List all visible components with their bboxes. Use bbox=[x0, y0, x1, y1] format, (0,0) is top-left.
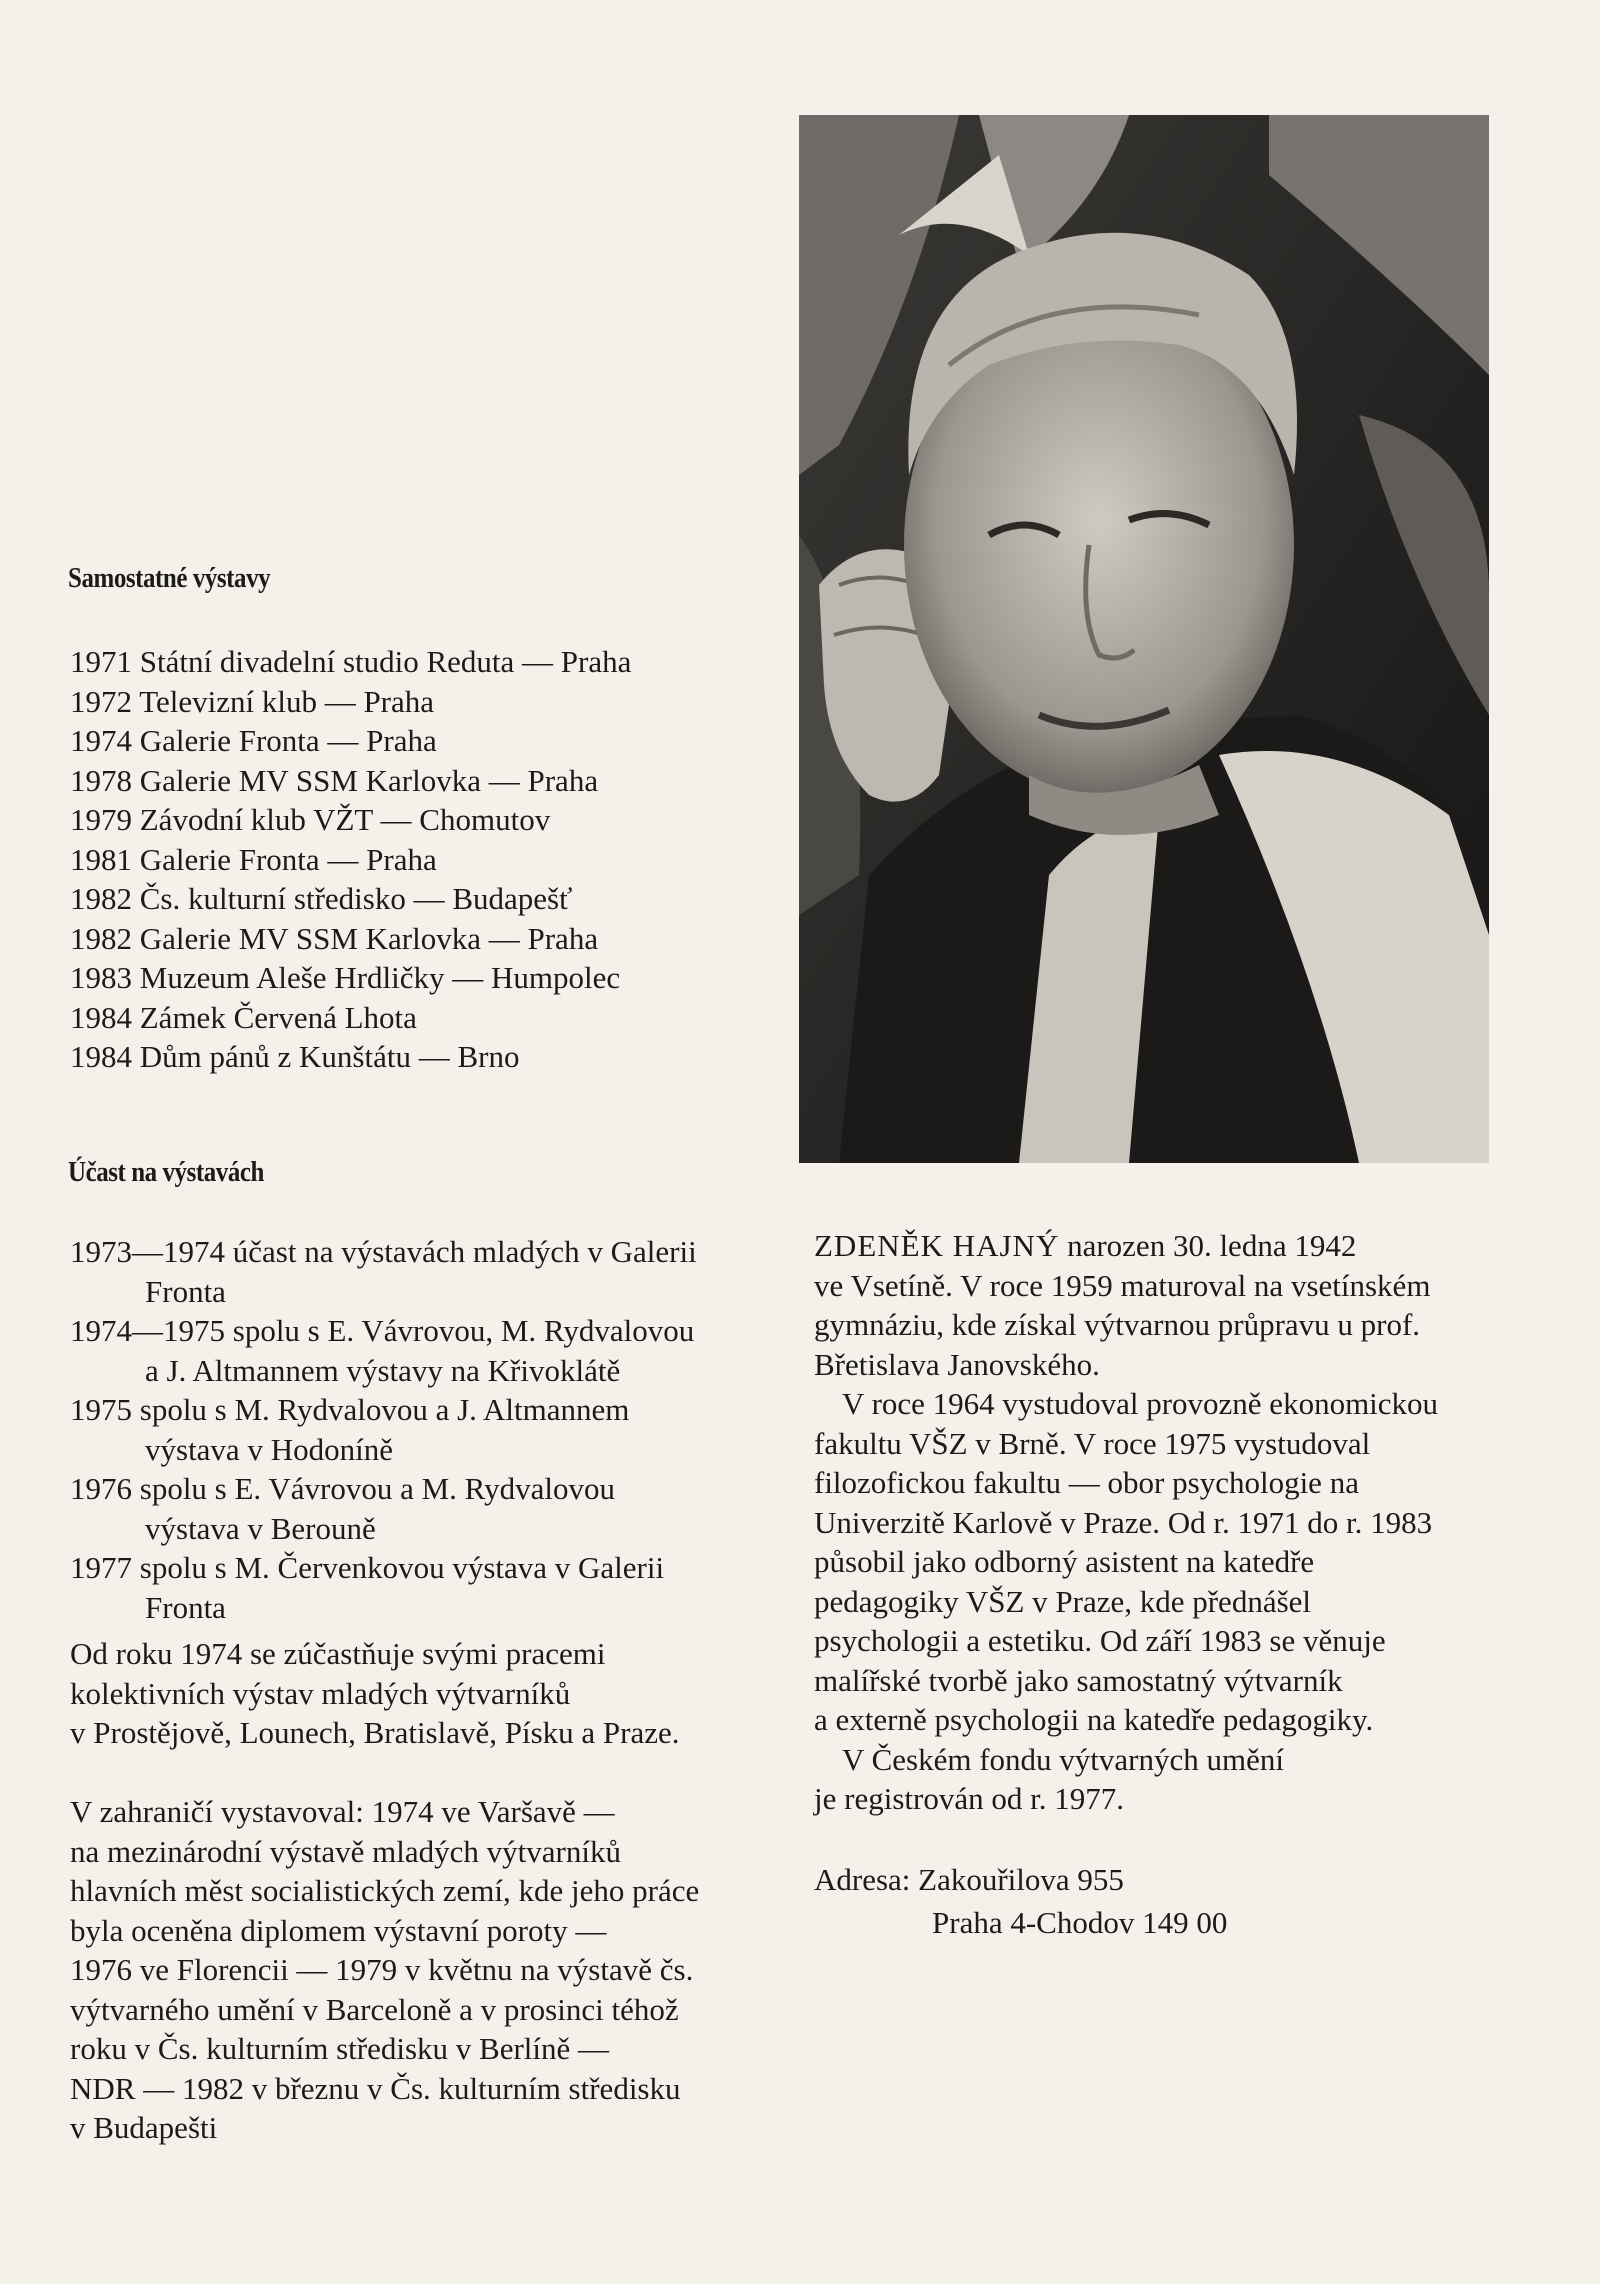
text-line: fakultu VŠZ v Brně. V roce 1975 vystudoval bbox=[814, 1425, 1371, 1461]
list-item: 1982 Galerie MV SSM Karlovka — Praha bbox=[70, 920, 599, 956]
entry-line: 1976 spolu s E. Vávrovou a M. Rydvalovou bbox=[70, 1471, 615, 1506]
text-line: výtvarného umění v Barceloně a v prosinci téhož bbox=[70, 1991, 679, 2027]
abroad-exhibitions-paragraph bbox=[70, 1792, 699, 2148]
group-exhibitions-list bbox=[70, 1232, 697, 1627]
text-line: byla oceněna diplomem výstavní poroty — bbox=[70, 1912, 607, 1948]
list-item bbox=[70, 1311, 697, 1390]
text-line: kolektivních výstav mladých výtvarníků bbox=[70, 1675, 571, 1711]
address-city: Praha 4-Chodov 149 00 bbox=[932, 1905, 1228, 1940]
entry-line: 1975 spolu s M. Rydvalovou a J. Altmannem bbox=[70, 1392, 630, 1427]
bio-paragraph bbox=[814, 1740, 1474, 1819]
bio-paragraph bbox=[814, 1384, 1474, 1740]
text-line: NDR — 1982 v březnu v Čs. kulturním středisku bbox=[70, 2070, 681, 2106]
text-line: v Prostějově, Lounech, Bratislavě, Písku a Praze. bbox=[70, 1715, 680, 1750]
list-item bbox=[70, 1232, 697, 1311]
text-line: filozofickou fakultu — obor psychologie na bbox=[814, 1465, 1359, 1500]
text-line: gymnáziu, kde získal výtvarnou průpravu u prof. bbox=[814, 1307, 1421, 1342]
artist-portrait-photo bbox=[799, 115, 1489, 1163]
text-line: hlavních měst socialistických zemí, kde jeho práce bbox=[70, 1873, 700, 1908]
bio-paragraph bbox=[814, 1226, 1474, 1384]
entry-continuation: výstava v Hodoníně bbox=[145, 1431, 393, 1467]
list-item: 1981 Galerie Fronta — Praha bbox=[70, 841, 437, 877]
portrait-illustration bbox=[799, 115, 1489, 1163]
entry-continuation: Fronta bbox=[145, 1589, 226, 1625]
text-line: Od roku 1974 se zúčastňuje svými pracemi bbox=[70, 1636, 606, 1671]
text-line: pedagogiky VŠZ v Praze, kde přednášel bbox=[814, 1583, 1312, 1619]
text-line: působil jako odborný asistent na katedře bbox=[814, 1544, 1315, 1579]
entry-continuation: Fronta bbox=[145, 1273, 226, 1309]
list-item: 1978 Galerie MV SSM Karlovka — Praha bbox=[70, 762, 599, 798]
text-line: v Budapešti bbox=[70, 2110, 218, 2145]
text-line: psychologii a estetiku. Od září 1983 se věnuje bbox=[814, 1623, 1386, 1658]
list-item: 1984 Dům pánů z Kunštátu — Brno bbox=[70, 1039, 520, 1074]
list-item bbox=[70, 1390, 697, 1469]
text-line: V Českém fondu výtvarných umění bbox=[842, 1741, 1284, 1777]
entry-continuation: a J. Altmannem výstavy na Křivoklátě bbox=[145, 1352, 621, 1388]
list-item: 1984 Zámek Červená Lhota bbox=[70, 999, 417, 1035]
solo-exhibitions-list bbox=[70, 642, 631, 1077]
list-item: 1972 Televizní klub — Praha bbox=[70, 683, 435, 719]
text-line: a externě psychologii na katedře pedagogiky. bbox=[814, 1702, 1374, 1737]
text-line: na mezinárodní výstavě mladých výtvarníků bbox=[70, 1833, 621, 1869]
address-label: Adresa: bbox=[814, 1862, 911, 1897]
entry-line: 1974—1975 spolu s E. Vávrovou, M. Rydvalovou bbox=[70, 1313, 695, 1348]
text-line: roku v Čs. kulturním středisku v Berlíně — bbox=[70, 2031, 610, 2066]
text-line: Univerzitě Karlově v Praze. Od r. 1971 do r. 1983 bbox=[814, 1504, 1433, 1540]
address-block bbox=[814, 1858, 1227, 1944]
list-item: 1979 Závodní klub VŽT — Chomutov bbox=[70, 802, 551, 837]
address-line bbox=[814, 1858, 1227, 1901]
text-line: ve Vsetíně. V roce 1959 maturoval na vsetínském bbox=[814, 1267, 1431, 1303]
text-line: je registrován od r. 1977. bbox=[814, 1781, 1124, 1816]
text-line: Břetislava Janovského. bbox=[814, 1346, 1100, 1382]
list-item: 1982 Čs. kulturní středisko — Budapešť bbox=[70, 881, 573, 916]
birth-info: narozen 30. ledna 1942 bbox=[1059, 1228, 1357, 1263]
text-line: V roce 1964 vystudoval provozně ekonomickou bbox=[842, 1386, 1439, 1421]
list-item: 1971 Státní divadelní studio Reduta — Praha bbox=[70, 644, 632, 679]
text-line: V zahraničí vystavoval: 1974 ve Varšavě — bbox=[70, 1794, 615, 1829]
list-item bbox=[70, 1469, 697, 1548]
entry-continuation: výstava v Berouně bbox=[145, 1510, 376, 1546]
group-exhibitions-heading: Účast na výstavách bbox=[68, 1156, 264, 1188]
text-line bbox=[814, 1226, 1474, 1266]
list-item: 1983 Muzeum Aleše Hrdličky — Humpolec bbox=[70, 960, 621, 995]
list-item: 1974 Galerie Fronta — Praha bbox=[70, 723, 437, 758]
entry-line: 1977 spolu s M. Červenkovou výstava v Galerii bbox=[70, 1550, 665, 1585]
list-item bbox=[70, 1548, 697, 1627]
text-line: 1976 ve Florencii — 1979 v květnu na výstavě čs. bbox=[70, 1952, 694, 1987]
text-line: malířské tvorbě jako samostatný výtvarník bbox=[814, 1662, 1343, 1698]
artist-biography bbox=[814, 1226, 1474, 1819]
artist-name: ZDENĚK HAJNÝ bbox=[814, 1228, 1060, 1263]
entry-line: 1973—1974 účast na výstavách mladých v Galerii bbox=[70, 1234, 697, 1269]
group-exhibitions-paragraph bbox=[70, 1634, 680, 1753]
address-street: Zakouřilova 955 bbox=[918, 1862, 1124, 1897]
solo-exhibitions-heading: Samostatné výstavy bbox=[68, 562, 271, 594]
